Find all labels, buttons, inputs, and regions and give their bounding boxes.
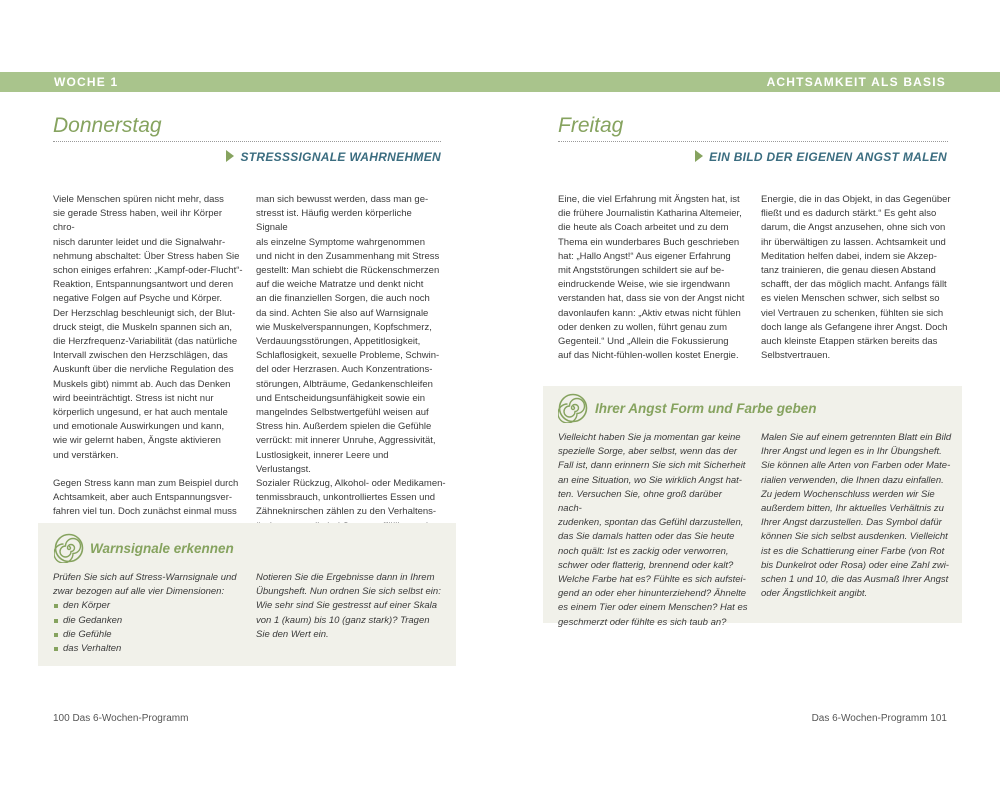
left-dotted-rule xyxy=(53,141,441,142)
text-line: Zähneknirschen zählen zu den Verhaltens- xyxy=(256,506,437,518)
text-line: Zu jedem Wochenschluss werden wir Sie xyxy=(761,488,935,500)
text-line: mit Angststörungen schildert sie auf be- xyxy=(558,265,725,277)
bullet-list xyxy=(53,599,243,656)
text-line: und verstärken. xyxy=(53,449,119,461)
text-line: doch lange als Gefangene ihrer Angst. Doch xyxy=(761,321,948,333)
text-line: und emotionale Auswirkungen und kann, xyxy=(53,421,225,433)
text-line: Sie den Wert ein. xyxy=(256,628,329,640)
text-line: Welche Farbe hat es? Fühlte es sich aufstei- xyxy=(558,574,746,586)
text-line: Intervall zwischen den Herzschlägen, das xyxy=(53,350,228,362)
text-line: Auskunft über die nervliche Regulation des xyxy=(53,364,234,376)
text-line: Gegenteil.“ Und „Allein die Fokussierung xyxy=(558,336,729,348)
text-line: Eine, die viel Erfahrung mit Ängsten hat, ist xyxy=(558,194,740,205)
right-box-col1 xyxy=(558,431,748,630)
text-line: Verdauungsstörungen, Appetitlosigkeit, xyxy=(256,336,421,348)
list-item: die Gedanken xyxy=(53,614,243,628)
text-line: Wie sehr sind Sie gestresst auf einer Skala xyxy=(256,600,438,612)
right-text-col2 xyxy=(761,193,951,363)
text-line: als einzelne Symptome wahrgenommen xyxy=(256,236,425,248)
text-line: davonlaufen kann: „Aktiv etwas nicht fühlen xyxy=(558,307,741,319)
text-line: störungen, Albträume, Gedankenschleifen xyxy=(256,378,433,390)
list-item: die Gefühle xyxy=(53,628,243,642)
text-line: mangelndes Selbstwertgefühl weisen auf xyxy=(256,407,429,419)
text-line: körperlich ungesund, er hat auch mentale xyxy=(53,407,228,419)
text-line: bis Dunkelrot oder Rosa) oder eine Zahl zwi- xyxy=(761,559,949,571)
text-line: schwer oder flatterig, brennend oder kalt? xyxy=(558,559,734,571)
text-line: oder denken zu wollen, führt genau zum xyxy=(558,321,727,333)
text-line: Schlaflosigkeit, sexuelle Probleme, Schwin- xyxy=(256,350,440,362)
text-line: negative Folgen auf Psyche und Körper. xyxy=(53,293,223,305)
text-line: gestellt: Man schiebt die Rückenschmerzen xyxy=(256,265,440,277)
text-line: wird beeinträchtigt. Stress ist nicht nur xyxy=(53,392,214,404)
text-line: tanz trainieren, die genau diesen Abstand xyxy=(761,265,936,277)
text-line: ten. Versuchen Sie, ohne groß darüber nach- xyxy=(558,488,722,515)
right-day-title: Freitag xyxy=(558,114,624,137)
text-line: Sie können alle Arten von Farben oder Mate- xyxy=(761,460,951,472)
text-line: Lustlosigkeit, innerer Leere und Verlustangst. xyxy=(256,449,389,475)
text-line: außerdem bitten, Ihr aktuelles Verhältnis zu xyxy=(761,503,944,515)
text-line: schon einiges erfahren: „Kampf-oder-Flucht“- xyxy=(53,265,243,277)
text-line: an die finanziellen Sorgen, die auch noch xyxy=(256,293,430,305)
text-line: Energie, die in das Objekt, in das Gegenüber xyxy=(761,194,951,205)
text-line: Prüfen Sie sich auf Stress-Warnsignale und xyxy=(53,572,237,583)
text-line: Stress hin. Außerdem spielen die Gefühle xyxy=(256,421,432,433)
text-line: Malen Sie auf einem getrennten Blatt ein Bild xyxy=(761,432,952,443)
left-footer: 100 Das 6-Wochen-Programm xyxy=(53,713,189,724)
right-footer: Das 6-Wochen-Programm 101 xyxy=(811,713,947,724)
triangle-bullet-icon xyxy=(695,150,703,162)
text-line: ist es die Schattierung einer Farbe (von Rot xyxy=(761,545,945,557)
text-line: geschmerzt oder fühlte es sich taub an? xyxy=(558,616,727,628)
text-line: sie gerade Stress haben, weil ihr Körper chro- xyxy=(53,208,222,234)
text-line: Selbstvertrauen. xyxy=(761,350,831,362)
text-line: druck steigt, die Muskeln spannen sich an, xyxy=(53,321,233,333)
right-box-title: Ihrer Angst Form und Farbe geben xyxy=(595,401,817,416)
text-line: zwar bezogen auf alle vier Dimensionen: xyxy=(53,586,225,598)
text-line: Achtsamkeit, aber auch Entspannungsver- xyxy=(53,492,233,504)
text-line: nisch darunter leidet und die Signalwahr- xyxy=(53,236,226,248)
text-line: noch quält: Ist es zackig oder verworren, xyxy=(558,545,729,557)
spiral-icon xyxy=(54,533,84,563)
text-line: del oder Herzrasen. Auch Konzentrations- xyxy=(256,364,433,376)
text-line: es einem Tier oder einem Menschen? Hat es xyxy=(558,602,748,614)
text-line: das Sie damals hatten oder das Sie heute xyxy=(558,531,735,543)
text-line: Meditation helfen dabei, indem sie Akzep- xyxy=(761,250,937,262)
header-week: WOCHE 1 xyxy=(54,75,119,89)
text-line: Reaktion, Entspannungsantwort und deren xyxy=(53,279,234,291)
text-line: Ihrer Angst darzustellen. Das Symbol dafür xyxy=(761,517,942,529)
header-chapter: ACHTSAMKEIT ALS BASIS xyxy=(766,75,946,89)
text-line: verrückt: mit innerer Unruhe, Aggressivität, xyxy=(256,435,436,447)
text-line: tenmissbrauch, unkontrolliertes Essen und xyxy=(256,492,436,504)
text-line: die frühere Journalistin Katharina Altemeier, xyxy=(558,208,742,220)
text-line: oder Ängstlichkeit angibt. xyxy=(761,588,868,600)
text-line: es vielen Menschen schwer, sich selbst so xyxy=(761,293,940,305)
paragraph-gap xyxy=(53,463,243,477)
text-line: Thema ein wunderbares Buch geschrieben xyxy=(558,236,740,248)
list-item: das Verhalten xyxy=(53,642,243,656)
right-subtitle xyxy=(695,150,947,164)
text-line: Vielleicht haben Sie ja momentan gar keine xyxy=(558,432,741,443)
text-line: Der Herzschlag beschleunigt sich, der Blut- xyxy=(53,307,236,319)
left-subtitle xyxy=(226,150,441,164)
right-box-col2 xyxy=(761,431,956,601)
right-subtitle-text: EIN BILD DER EIGENEN ANGST MALEN xyxy=(709,150,947,164)
text-line: von 1 (kaum) bis 10 (ganz stark)? Tragen xyxy=(256,614,430,626)
text-line: darum, die Angst anzusehen, ohne sich von xyxy=(761,222,946,234)
text-line: Sozialer Rückzug, Alkohol- oder Medikamen- xyxy=(256,478,446,490)
text-line: da sind. Achten Sie also auf Warnsignale xyxy=(256,307,429,319)
text-line: können Sie sich selbst ausdenken. Vielleicht xyxy=(761,531,948,543)
text-line: Notieren Sie die Ergebnisse dann in Ihrem xyxy=(256,572,435,583)
left-box-title: Warnsignale erkennen xyxy=(90,541,234,556)
text-line: fahren viel tun. Doch zunächst einmal muss xyxy=(53,506,237,518)
text-line: die heute als Coach arbeitet und zu dem xyxy=(558,222,729,234)
text-line: fließt und es dadurch stärkt.“ Es geht also xyxy=(761,208,937,220)
left-box-col1 xyxy=(53,571,243,656)
left-text-col1 xyxy=(53,193,243,519)
text-line: eindruckende Weise, wie sie irgendwann xyxy=(558,279,730,291)
text-line: verstanden hat, dass sie von der Angst nicht xyxy=(558,293,745,305)
text-line: Ihrer Angst und legen es in Ihr Übungsheft. xyxy=(761,446,942,458)
text-line: und Entscheidungsunfähigkeit sowie ein xyxy=(256,392,426,404)
right-text-col1 xyxy=(558,193,748,363)
text-line: Übungsheft. Nun ordnen Sie sich selbst ein: xyxy=(256,586,441,598)
text-line: wie wir gelernt haben, Ängste aktivieren xyxy=(53,435,221,447)
text-line: Fall ist, dann erinnern Sie sich mit Sicherheit xyxy=(558,460,746,472)
text-line: ihr überwältigen zu lassen. Achtsamkeit und xyxy=(761,236,946,248)
text-line: und nicht in den Zusammenhang mit Stress xyxy=(256,250,440,262)
text-line: auch kleinste Etappen stärken bereits das xyxy=(761,336,938,348)
text-line: hat: „Hallo Angst!“ Aus eigener Erfahrung xyxy=(558,250,731,262)
text-line: zudenken, spontan das Gefühl darzustellen, xyxy=(558,517,744,529)
right-dotted-rule xyxy=(558,141,948,142)
text-line: spezielle Sorge, aber selbst, wenn das der xyxy=(558,446,738,458)
text-line: die Herzfrequenz-Variabilität (das natürliche xyxy=(53,336,238,348)
left-text-col2 xyxy=(256,193,446,534)
text-line: an eine Situation, wo Sie wirklich Angst hat- xyxy=(558,474,742,486)
text-line: auf das Nicht-fühlen-wollen kostet Energie. xyxy=(558,350,739,362)
text-line: nehmung abschaltet: Über Stress haben Sie xyxy=(53,250,240,262)
text-line: schen 1 und 10, die das Ausmaß Ihrer Angst xyxy=(761,574,949,586)
left-box-col2 xyxy=(256,571,446,642)
text-line: schafft, der das möglich macht. Anfangs fällt xyxy=(761,279,947,291)
text-line: rialien verwenden, die Ihnen dazu einfallen. xyxy=(761,474,944,486)
text-line: wie Muskelverspannungen, Kopfschmerz, xyxy=(256,321,432,333)
header-band xyxy=(0,72,1000,92)
list-item: den Körper xyxy=(53,599,243,613)
text-line: Viele Menschen spüren nicht mehr, dass xyxy=(53,194,224,205)
text-line: Gegen Stress kann man zum Beispiel durch xyxy=(53,477,239,489)
triangle-bullet-icon xyxy=(226,150,234,162)
spiral-icon xyxy=(558,393,588,423)
text-line: man sich bewusst werden, dass man ge- xyxy=(256,194,429,205)
left-subtitle-text: STRESSSIGNALE WAHRNEHMEN xyxy=(240,150,441,164)
text-line: auf die weiche Matratze und denkt nicht xyxy=(256,279,424,291)
text-line: stresst ist. Häufig werden körperliche Signale xyxy=(256,208,412,234)
text-line: viel Vertrauen zu schenken, fühlten sie sich xyxy=(761,307,944,319)
text-line: Muskels gibt) nimmt ab. Auch das Denken xyxy=(53,378,231,390)
left-day-title: Donnerstag xyxy=(53,114,162,137)
text-line: gend an oder eher hinunterziehend? Ähnelte xyxy=(558,588,747,600)
